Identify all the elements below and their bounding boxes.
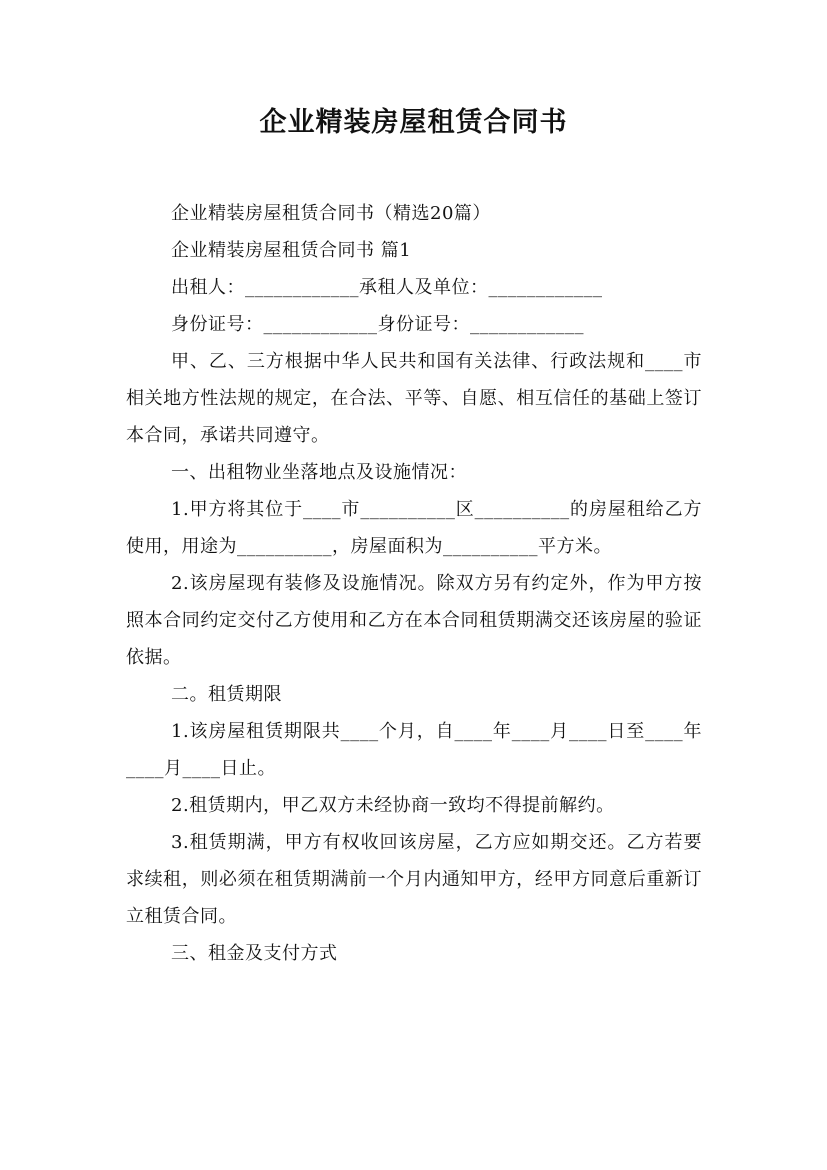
section-heading-3: 三、租金及支付方式 — [171, 943, 338, 964]
clause-2-1: 1.该房屋租赁期限共____个月，自____年____月____日至____年____月____日止。 — [126, 721, 702, 779]
paragraph-chapter-heading: 企业精装房屋租赁合同书 篇1 — [171, 240, 412, 261]
section-heading-2: 二。租赁期限 — [171, 684, 282, 705]
clause-1-2: 2.该房屋现有装修及设施情况。除双方另有约定外，作为甲方按照本合同约定交付乙方使用和乙方在本合同租赁期满交还该房屋的验证依据。 — [126, 573, 702, 668]
clause-1-1: 1.甲方将其位于____市__________区__________的房屋租给乙方使用，用途为__________，房屋面积为__________平方米。 — [126, 499, 702, 557]
section-heading-1: 一、出租物业坐落地点及设施情况： — [171, 462, 467, 483]
clause-2-2: 2.租赁期内，甲乙双方未经协商一致均不得提前解约。 — [171, 795, 615, 816]
paragraph-id-line: 身份证号：____________身份证号：____________ — [171, 314, 584, 335]
paragraph-lessor-line: 出租人：____________承租人及单位：____________ — [171, 277, 603, 298]
paragraph-preamble: 甲、乙、三方根据中华人民共和国有关法律、行政法规和____市相关地方性法规的规定，在合法、平等、自愿、相互信任的基础上签订本合同，承诺共同遵守。 — [126, 351, 702, 446]
clause-2-3: 3.租赁期满，甲方有权收回该房屋，乙方应如期交还。乙方若要求续租，则必须在租赁期满前一个月内通知甲方，经甲方同意后重新订立租赁合同。 — [126, 832, 702, 927]
paragraph-subtitle: 企业精装房屋租赁合同书（精选20篇） — [171, 203, 491, 224]
document-title: 企业精装房屋租赁合同书 — [259, 107, 568, 138]
document-body — [126, 195, 702, 972]
